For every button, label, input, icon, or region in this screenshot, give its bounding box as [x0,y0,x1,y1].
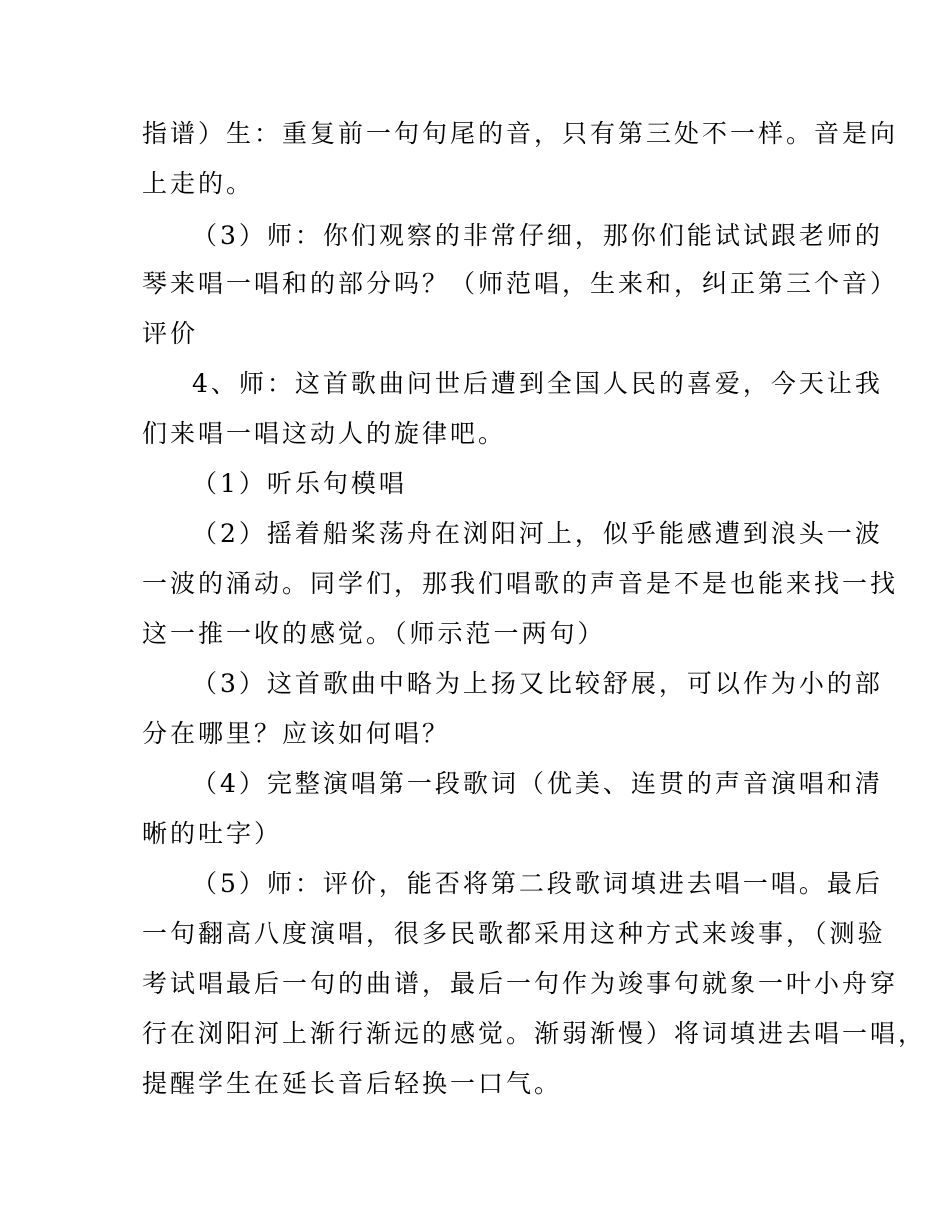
paragraph-line-13: 分在哪里？应该如何唱？ [142,719,451,748]
paragraph-line-5: 评价 [142,319,199,348]
paragraph-line-19: 行在浏阳河上渐行渐远的感觉。渐弱渐慢）将词填进去唱一唱， [142,1019,927,1048]
paragraph-line-9: （2）摇着船桨荡舟在浏阳河上，似乎能感遭到浪头一波 [192,519,883,548]
paragraph-line-3: （3）师：你们观察的非常仔细，那你们能试试跟老师的 [192,221,883,250]
paragraph-line-6: 4、师：这首歌曲问世后遭到全国人民的喜爱，今天让我 [192,369,883,398]
paragraph-line-11: 这一推一收的感觉。（师示范一两句） [142,619,606,648]
paragraph-line-14: （4）完整演唱第一段歌词（优美、连贯的声音演唱和清 [192,769,883,798]
paragraph-line-8: （1）听乐句模唱 [192,469,407,498]
paragraph-line-2: 上走的。 [142,169,255,198]
paragraph-line-1: 指谱）生：重复前一句句尾的音，只有第三处不一样。音是向 [142,119,899,148]
paragraph-line-17: 一句翻高八度演唱，很多民歌都采用这种方式来竣事，（测验 [142,919,886,948]
paragraph-line-12: （3）这首歌曲中略为上扬又比较舒展，可以作为小的部 [192,669,883,698]
paragraph-line-16: （5）师：评价，能否将第二段歌词填进去唱一唱。最后 [192,869,883,898]
paragraph-line-7: 们来唱一唱这动人的旋律吧。 [142,419,507,448]
paragraph-line-20: 提醒学生在延长音后轻换一口气。 [142,1069,563,1098]
paragraph-line-15: 晰的吐字） [142,819,283,848]
paragraph-line-18: 考试唱最后一句的曲谱，最后一句作为竣事句就象一叶小舟穿 [142,969,899,998]
paragraph-line-10: 一波的涌动。同学们，那我们唱歌的声音是不是也能来找一找 [142,569,899,598]
paragraph-line-4: 琴来唱一唱和的部分吗？（师范唱，生来和，纠正第三个音） [142,269,899,298]
